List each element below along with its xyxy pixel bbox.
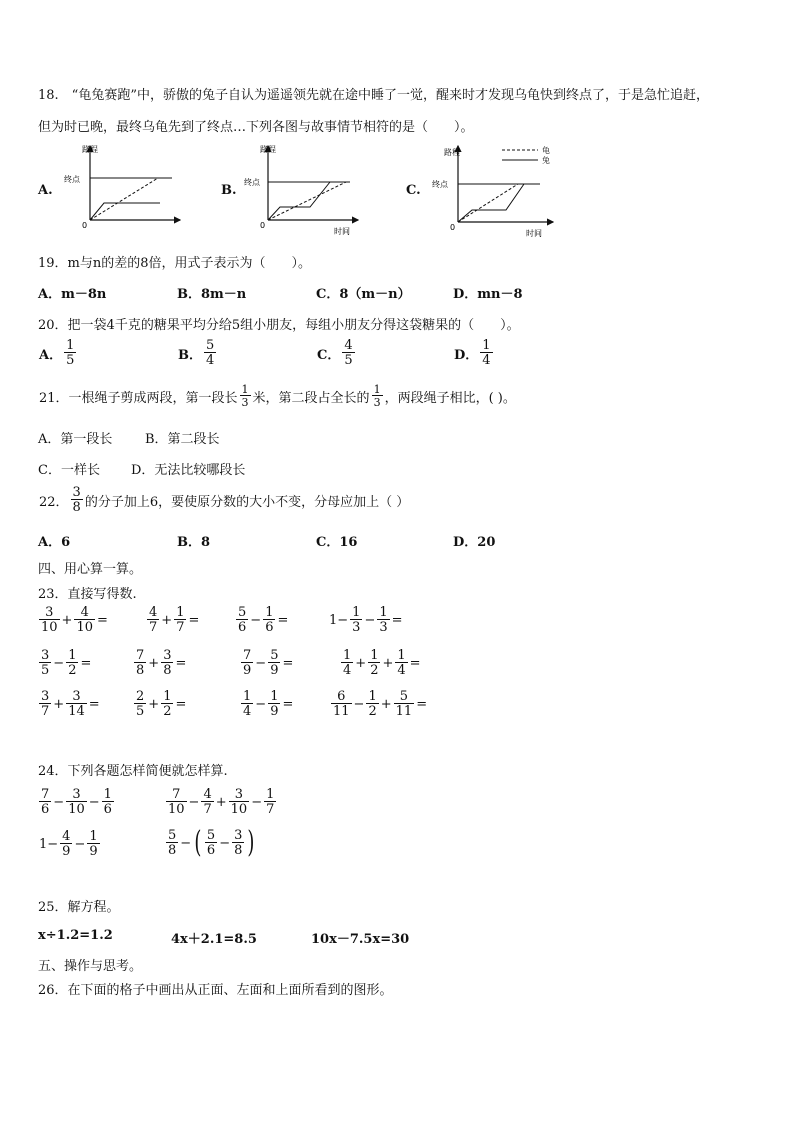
q18-option-a-label: A.	[38, 183, 53, 198]
fraction: $\frac{2}{5}$	[136, 689, 145, 719]
operator: +	[148, 655, 160, 671]
fraction: $\frac{1}{2}$	[368, 689, 377, 719]
fraction: $\frac{1}{4}$	[243, 689, 252, 719]
fraction: $\frac{4}{7}$	[149, 605, 158, 635]
operator: −	[53, 794, 65, 810]
fraction: $\frac{1}{2}$	[68, 648, 77, 678]
operator: −	[255, 696, 267, 712]
graph-c-x-label: 时间	[526, 229, 542, 238]
parenthesis: )	[247, 825, 255, 860]
q23-item-1	[38, 606, 109, 634]
fraction: $\frac{3}{8}$	[163, 648, 172, 678]
graph-c-origin: 0	[450, 223, 456, 232]
q23-item-6	[133, 649, 187, 677]
fraction: $\frac{3}{10}$	[230, 787, 248, 817]
operator: +	[61, 612, 73, 628]
graph-b-x-label: 时间	[334, 227, 350, 236]
fraction: $\frac{1}{7}$	[176, 605, 185, 635]
fraction: $\frac{6}{11}$	[333, 689, 350, 719]
q23-item-7	[240, 649, 294, 677]
q18-line1: 18. “龟兔赛跑”中，骄傲的兔子自认为遥遥领先就在途中睡了一觉，醒来时才发现乌龟快到终点了，于是急忙追赶，	[38, 88, 709, 103]
operator: =	[282, 696, 294, 712]
q24-item-4	[165, 825, 257, 860]
operator: =	[88, 696, 100, 712]
operator: −	[219, 835, 231, 851]
fraction: $\frac{5}{11}$	[395, 689, 413, 719]
fraction: $\frac{1}{4}$	[397, 648, 406, 678]
q24-item-3	[38, 830, 101, 858]
q18-option-c-label: C.	[406, 183, 421, 198]
q23-item-5	[38, 649, 92, 677]
fraction: $\frac{5}{6}$	[238, 605, 247, 635]
graph-c-legend-turtle: 龟	[542, 146, 550, 155]
fraction: $\frac{1}{3}$	[352, 605, 361, 635]
q24-item-2	[165, 788, 277, 816]
operator: +	[53, 696, 65, 712]
q26-stem: 26．在下面的格子中画出从正面、左面和上面所看到的图形。	[38, 983, 393, 998]
operator: 1−	[329, 612, 349, 628]
fraction: $\frac{4}{7}$	[203, 787, 212, 817]
q21-option-a: A．第一段长	[38, 432, 113, 447]
q21-option-b: B．第二段长	[145, 432, 220, 447]
graph-b-finish-label: 终点	[244, 178, 260, 187]
fraction: $\frac{1}{2}$	[370, 648, 379, 678]
graph-b-y-label: 路程	[260, 145, 276, 154]
operator: −	[180, 835, 192, 851]
graph-a-y-label: 路程	[82, 145, 98, 154]
fraction: $\frac{1}{6}$	[265, 605, 274, 635]
operator: =	[80, 655, 92, 671]
operator: =	[97, 612, 108, 628]
q23-item-9	[38, 690, 101, 718]
operator: =	[416, 696, 428, 712]
operator: −	[74, 836, 86, 852]
operator: −	[255, 655, 267, 671]
q23-item-10	[133, 690, 187, 718]
graph-c-legend-rabbit: 兔	[542, 156, 550, 165]
fraction: $\frac{3}{10}$	[68, 787, 85, 817]
q22-option-a: A．6	[38, 535, 71, 550]
q20-option-b: B． $\frac{5}{4}$	[178, 338, 215, 368]
q20-option-c: C． $\frac{4}{5}$	[317, 338, 353, 368]
graph-a-finish-label: 终点	[64, 175, 80, 184]
q18-graph-c	[428, 140, 568, 240]
fraction: $\frac{4}{10}$	[76, 605, 93, 635]
operator: =	[277, 612, 289, 628]
q20-stem: 20．把一袋4千克的糖果平均分给5组小朋友，每组小朋友分得这袋糖果的（ ）。	[38, 318, 520, 333]
q23-stem: 23．直接写得数.	[38, 587, 137, 602]
q19-stem: 19．m与n的差的8倍，用式子表示为（ ）。	[38, 256, 312, 271]
q23-item-4	[328, 606, 404, 634]
fraction: $\frac{7}{9}$	[243, 648, 252, 678]
operator: −	[251, 794, 263, 810]
graph-c-y-label: 路程	[444, 148, 460, 157]
fraction: $\frac{7}{6}$	[41, 787, 50, 817]
q22-option-b: B．8	[177, 535, 211, 550]
q20-option-d: D． $\frac{1}{4}$	[454, 338, 491, 368]
q23-item-8	[340, 649, 422, 677]
operator: =	[175, 655, 187, 671]
operator: =	[188, 612, 200, 628]
q18-line2: 但为时已晚，最终乌龟先到了终点…下列各图与故事情节相符的是（ ）。	[38, 120, 474, 135]
q19-option-c: C．8（m－n）	[316, 287, 411, 302]
fraction: $\frac{1}{9}$	[89, 829, 98, 859]
fraction: $\frac{1}{9}$	[270, 689, 279, 719]
q24-stem: 24．下列各题怎样简便就怎样算.	[38, 764, 228, 779]
fraction: $\frac{3}{10}$	[41, 605, 58, 635]
q22-option-c: C．16	[316, 535, 358, 550]
fraction: $\frac{1}{4}$	[343, 648, 352, 678]
q25-equation-3: 10x－7.5x=30	[311, 932, 410, 947]
operator: −	[53, 655, 65, 671]
fraction: $\frac{7}{10}$	[168, 787, 185, 817]
operator: +	[382, 655, 394, 671]
fraction: $\frac{3}{14}$	[68, 689, 85, 719]
q19-option-b: B．8m－n	[177, 287, 247, 302]
fraction: $\frac{3}{5}$	[41, 648, 50, 678]
fraction: $\frac{3}{8}$	[234, 828, 243, 858]
operator: +	[215, 794, 227, 810]
q19-option-d: D．mn－8	[453, 287, 523, 302]
fraction: $\frac{3}{7}$	[41, 689, 50, 719]
operator: +	[380, 696, 392, 712]
operator: +	[148, 696, 160, 712]
operator: −	[353, 696, 365, 712]
operator: −	[188, 794, 200, 810]
fraction: $\frac{4}{9}$	[62, 829, 71, 859]
q21-option-c: C．一样长	[38, 463, 100, 478]
fraction: $\frac{7}{8}$	[136, 648, 145, 678]
q19-option-a: A．m－8n	[38, 287, 107, 302]
fraction: $\frac{1}{6}$	[103, 787, 112, 817]
q18-graph-b	[238, 140, 363, 238]
q21-option-d: D．无法比较哪段长	[131, 463, 246, 478]
section-4-title: 四、用心算一算。	[38, 562, 143, 577]
operator: +	[355, 655, 367, 671]
operator: −	[250, 612, 262, 628]
graph-b-origin: 0	[260, 221, 266, 230]
operator: =	[391, 612, 403, 628]
graph-c-finish-label: 终点	[432, 180, 448, 189]
operator: =	[282, 655, 294, 671]
q23-item-3	[235, 606, 289, 634]
q24-item-1	[38, 788, 115, 816]
fraction: $\frac{1}{7}$	[266, 787, 275, 817]
operator: =	[409, 655, 421, 671]
parenthesis: (	[194, 825, 202, 860]
operator: +	[161, 612, 173, 628]
fraction: $\frac{5}{6}$	[206, 828, 216, 858]
fraction: $\frac{1}{2}$	[163, 689, 172, 719]
q20-option-a: A． $\frac{1}{5}$	[39, 338, 75, 368]
q18-option-b-label: B.	[221, 183, 237, 198]
section-5-title: 五、操作与思考。	[38, 959, 143, 974]
fraction: $\frac{1}{3}$	[379, 605, 388, 635]
q25-stem: 25．解方程。	[38, 900, 120, 915]
operator: −	[364, 612, 376, 628]
q25-equation-2: 4x＋2.1=8.5	[171, 932, 257, 947]
q21-stem: 21．一根绳子剪成两段，第一段长 $\frac{1}{3}$ 米，第二段占全长的 $\frac{1}{3}$ ，两段绳子相比，( )。	[39, 383, 516, 409]
operator: =	[175, 696, 187, 712]
q25-equation-1: x÷1.2=1.2	[38, 928, 113, 943]
operator: 1−	[39, 836, 59, 852]
operator: −	[88, 794, 100, 810]
q23-item-11	[240, 690, 294, 718]
fraction: $\frac{5}{8}$	[168, 828, 177, 858]
q23-item-12	[330, 690, 428, 718]
graph-a-origin: 0	[82, 221, 88, 230]
q18-graph-a	[60, 140, 185, 232]
q22-stem: 22． $\frac{3}{8}$ 的分子加上6，要使原分数的大小不变，分母应加上（ ）	[39, 485, 410, 515]
fraction: $\frac{5}{9}$	[270, 648, 279, 678]
q22-option-d: D．20	[453, 535, 496, 550]
q23-item-2	[146, 606, 200, 634]
